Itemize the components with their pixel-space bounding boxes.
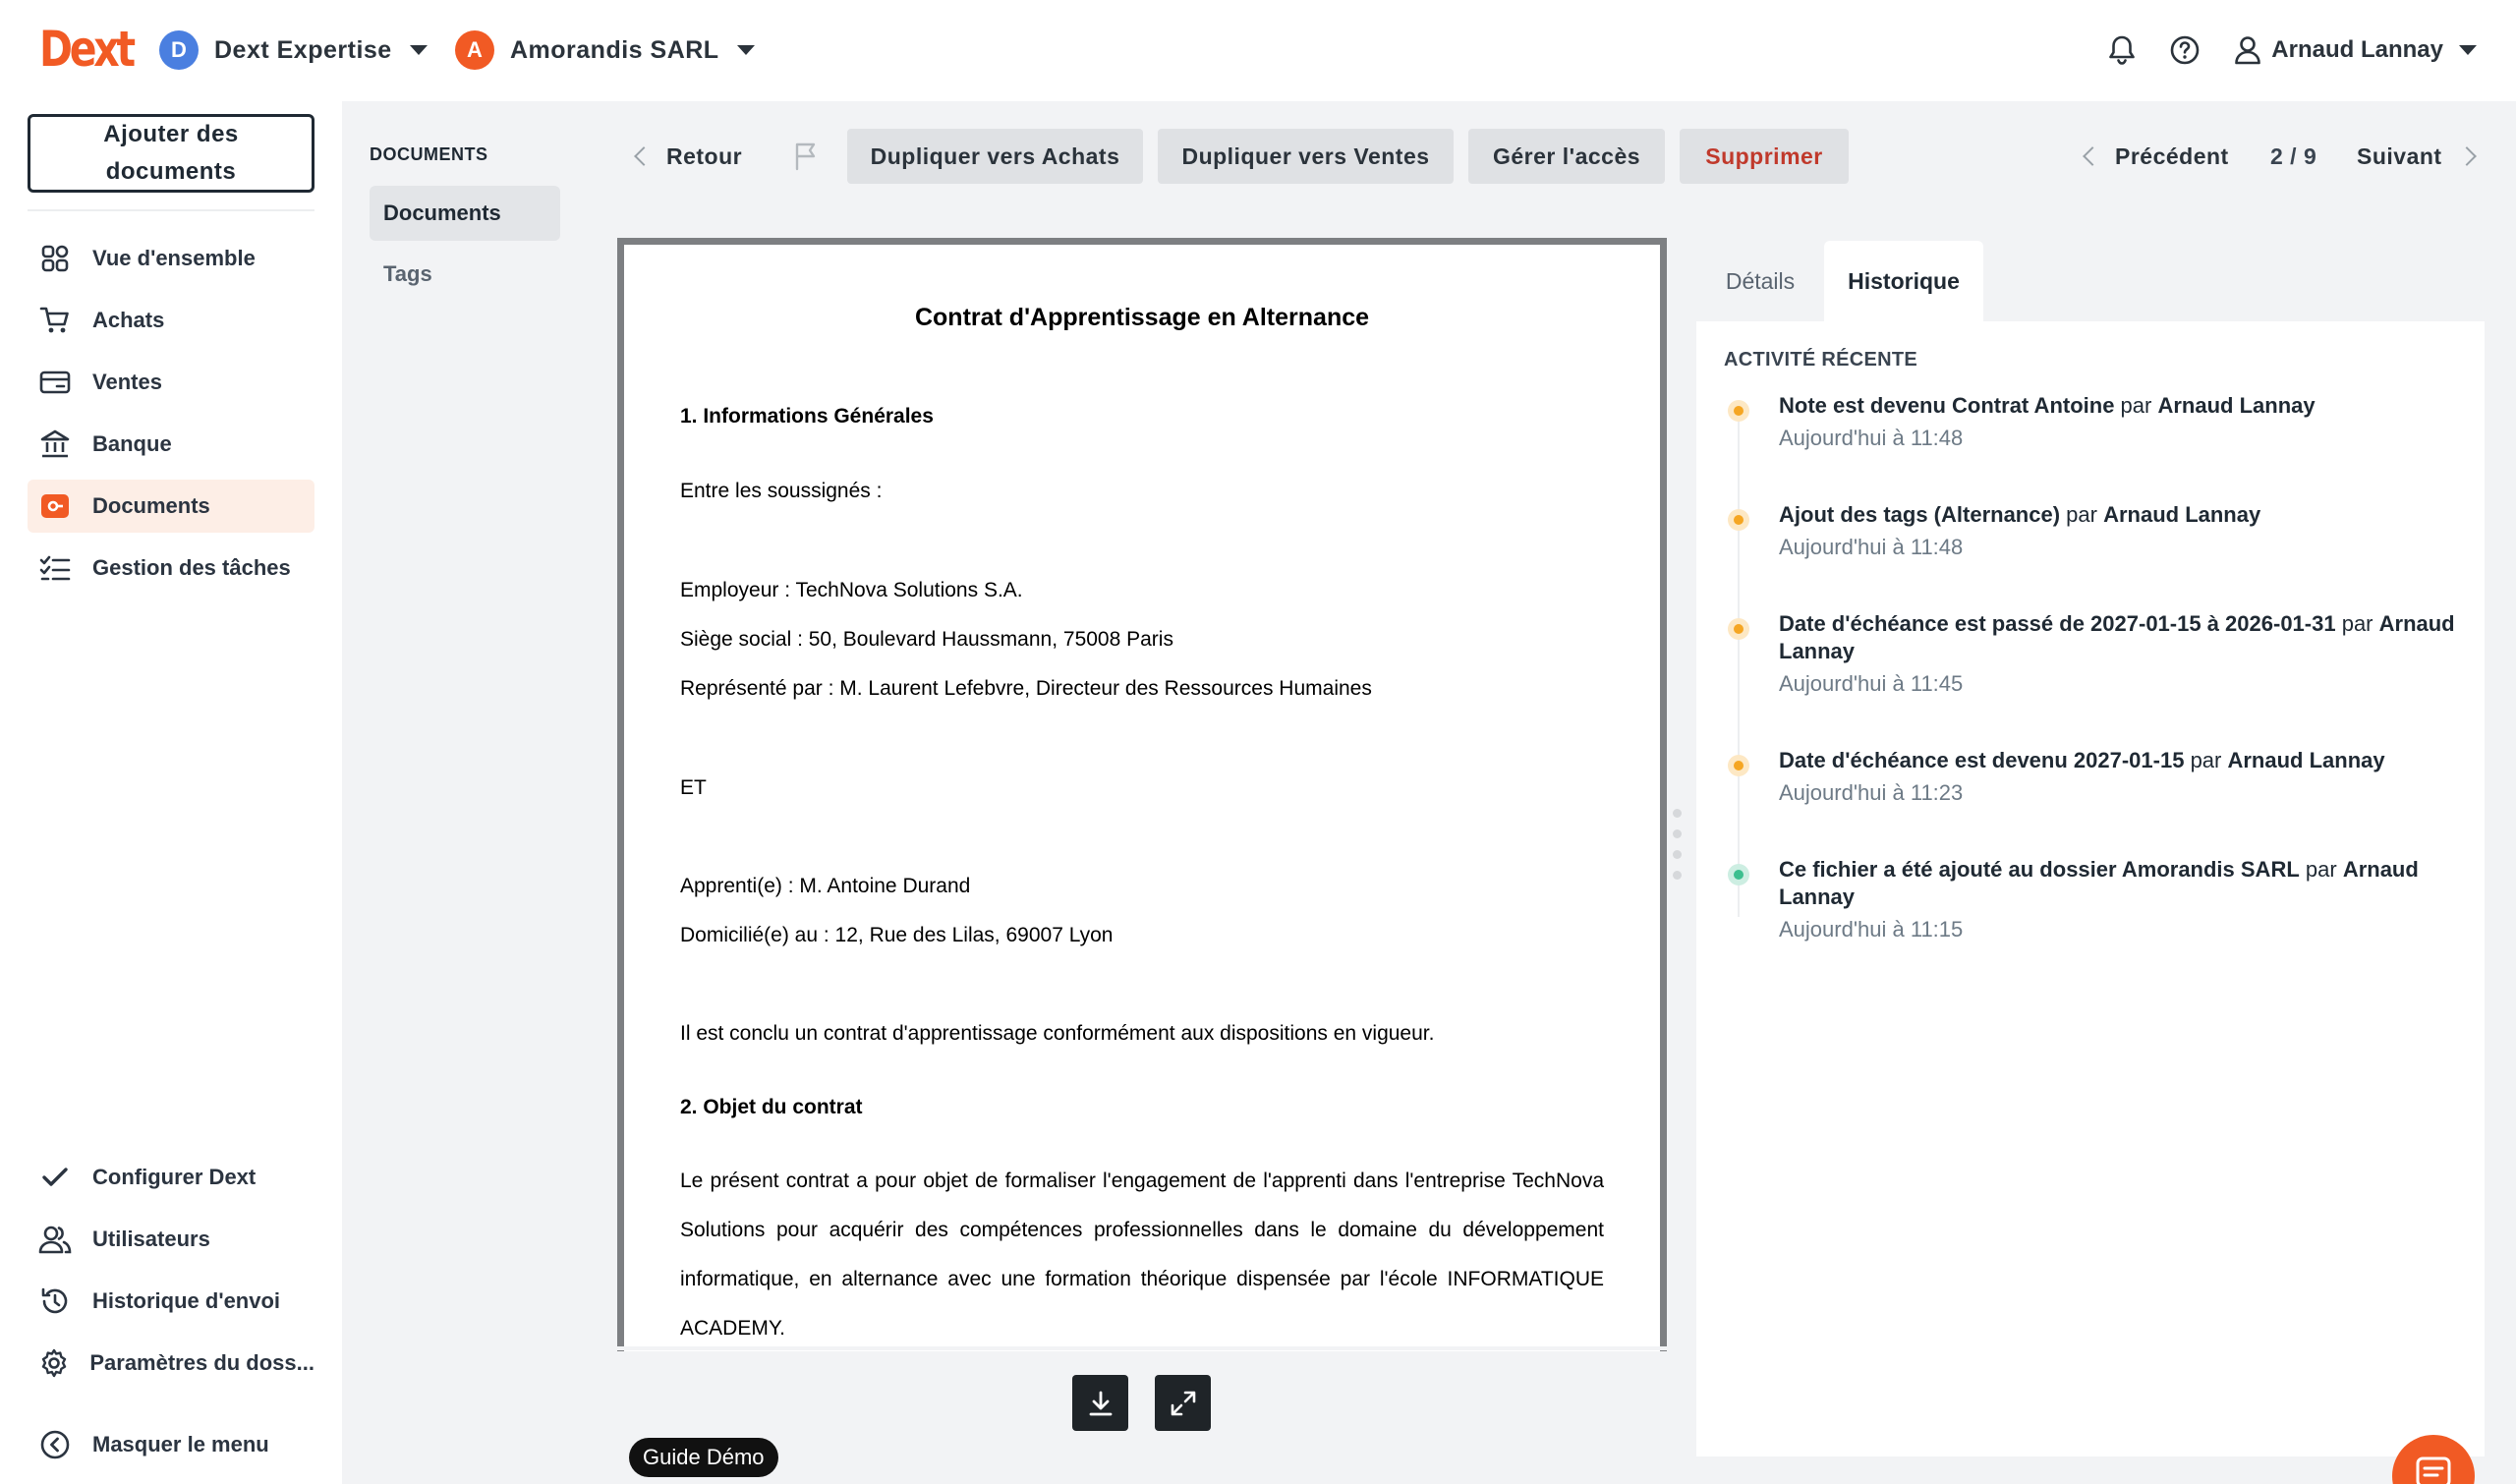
- activity-dot: [1728, 400, 1749, 422]
- client-avatar: A: [455, 30, 494, 70]
- activity-time: Aujourd'hui à 11:48: [1779, 426, 1964, 450]
- back-label: Retour: [666, 143, 743, 169]
- users-icon: [37, 1222, 73, 1257]
- activity-item: [1724, 747, 2471, 806]
- flag-icon: [792, 142, 820, 171]
- document-line: ET: [680, 776, 707, 799]
- activity-dot: [1728, 864, 1749, 885]
- settings-icon: [37, 1345, 70, 1381]
- activity-dot: [1728, 509, 1749, 531]
- document-icon: [37, 488, 73, 524]
- bell-icon[interactable]: [2102, 30, 2142, 70]
- sidebar-item-purchases[interactable]: [28, 294, 314, 347]
- sidebar-item-label: Paramètres du doss...: [89, 1350, 314, 1375]
- top-bar: [0, 0, 2516, 101]
- activity-text: Date d'échéance est passé de 2027-01-15 à 2026-01-31: [1779, 611, 2336, 636]
- sidebar-item-label: Documents: [92, 493, 210, 518]
- document-line: Domicilié(e) au : 12, Rue des Lilas, 69007 Lyon: [680, 924, 1114, 946]
- chevron-down-icon: [410, 45, 428, 55]
- activity-text: Ce fichier a été ajouté au dossier Amorandis SARL: [1779, 857, 2300, 882]
- activity-time: Aujourd'hui à 11:23: [1779, 780, 1964, 805]
- activity-item: [1724, 392, 2471, 451]
- chevron-left-icon: [634, 146, 654, 166]
- dashboard-icon: [37, 241, 73, 276]
- subnav-title: DOCUMENTS: [370, 144, 488, 164]
- document-section-heading: 1. Informations Générales: [680, 405, 934, 428]
- document-viewer[interactable]: [617, 238, 1667, 1351]
- sidebar-item-tasks[interactable]: [28, 542, 314, 595]
- activity-text: Date d'échéance est devenu 2027-01-15: [1779, 748, 2185, 772]
- sidebar-item-label: Historique d'envoi: [92, 1288, 281, 1313]
- sidebar-item-overview[interactable]: [28, 232, 314, 285]
- activity-text: Note est devenu Contrat Antoine: [1779, 393, 2115, 418]
- sidebar-item-label: Utilisateurs: [92, 1227, 210, 1251]
- collapse-menu-label: Masquer le menu: [92, 1432, 269, 1456]
- activity-by: par: [2299, 857, 2343, 882]
- activity-author: Arnaud Lannay: [1779, 611, 2455, 663]
- activity-dot: [1728, 755, 1749, 776]
- help-icon[interactable]: [2165, 30, 2204, 70]
- sidebar-item-label: Ventes: [92, 370, 162, 394]
- chevron-down-icon: [737, 45, 755, 55]
- delete-button[interactable]: Supprimer: [1680, 129, 1849, 184]
- practice-switcher[interactable]: [159, 29, 428, 71]
- next-label: Suivant: [2357, 143, 2442, 169]
- viewer-bottom-edge: [617, 1346, 1667, 1350]
- document-line: Entre les soussignés :: [680, 480, 883, 502]
- flag-button[interactable]: [792, 129, 820, 184]
- dext-logo[interactable]: Dext: [39, 21, 133, 78]
- sidebar-item-label: Banque: [92, 431, 172, 456]
- practice-avatar: D: [159, 30, 199, 70]
- cart-icon: [37, 303, 73, 338]
- chevron-left-icon: [2083, 146, 2102, 166]
- history-icon: [37, 1284, 73, 1319]
- tab-details[interactable]: Détails: [1725, 267, 1796, 294]
- user-icon: [2234, 35, 2261, 65]
- add-documents-button[interactable]: Ajouter des documents: [28, 114, 314, 193]
- document-line: Apprenti(e) : M. Antoine Durand: [680, 875, 971, 897]
- document-line: Il est conclu un contrat d'apprentissage conformément aux dispositions en vigueur.: [680, 1022, 1435, 1045]
- client-switcher[interactable]: [455, 29, 755, 71]
- previous-button[interactable]: [2086, 129, 2229, 184]
- document-line: Employeur : TechNova Solutions S.A.: [680, 579, 1023, 601]
- tab-history[interactable]: Historique: [1824, 241, 1983, 321]
- user-name: Arnaud Lannay: [2271, 36, 2443, 63]
- activity-by: par: [2335, 611, 2379, 636]
- document-line: Siège social : 50, Boulevard Haussmann, 75008 Paris: [680, 628, 1173, 651]
- resize-dot: [1673, 850, 1682, 859]
- sidebar-item-label: Vue d'ensemble: [92, 246, 256, 270]
- activity-author: Arnaud Lannay: [2227, 748, 2385, 772]
- panel-resize-handle[interactable]: [1673, 809, 1683, 891]
- sidebar-item-label: Configurer Dext: [92, 1165, 257, 1189]
- document-section-heading: 2. Objet du contrat: [680, 1096, 863, 1118]
- manage-access-button[interactable]: Gérer l'accès: [1468, 129, 1665, 184]
- recent-activity-title: ACTIVITÉ RÉCENTE: [1724, 349, 1918, 371]
- main-content: [588, 101, 2516, 1484]
- top-actions: [2079, 29, 2477, 71]
- chevron-right-icon: [2457, 146, 2477, 166]
- document-paragraph: Le présent contrat a pour objet de formaliser l'engagement de l'apprenti dans l'entreprise TechNova Solutions pour acquérir des compétences professionnelles dans le domaine du développement informatique, en alternance avec une formation théorique dispensée par l'école INFORMATIQUE ACADEMY.: [680, 1170, 1604, 1340]
- sidebar-item-folder-settings[interactable]: [28, 1337, 314, 1390]
- duplicate-to-purchases-button[interactable]: Dupliquer vers Achats: [847, 129, 1143, 184]
- fullscreen-button[interactable]: [1155, 1375, 1211, 1431]
- activity-item: [1724, 501, 2471, 560]
- client-name: Amorandis SARL: [510, 35, 719, 64]
- back-button[interactable]: [637, 129, 742, 184]
- document-title: Contrat d'Apprentissage en Alternance: [914, 304, 1370, 331]
- next-button[interactable]: [2357, 129, 2474, 184]
- tasks-icon: [37, 550, 73, 586]
- document-line: Représenté par : M. Laurent Lefebvre, Directeur des Ressources Humaines: [680, 677, 1372, 700]
- pagination-position: 2 / 9: [2270, 143, 2317, 169]
- activity-text: Ajout des tags (Alternance): [1779, 502, 2061, 527]
- resize-dot: [1673, 809, 1682, 818]
- activity-author: Arnaud Lannay: [2157, 393, 2316, 418]
- sidebar-item-users[interactable]: [28, 1213, 314, 1266]
- documents-subnav: [342, 101, 588, 1484]
- divider: [28, 209, 314, 211]
- sidebar-item-label: Gestion des tâches: [92, 555, 291, 580]
- activity-time: Aujourd'hui à 11:48: [1779, 535, 1964, 559]
- activity-time: Aujourd'hui à 11:15: [1779, 917, 1964, 942]
- duplicate-to-sales-button[interactable]: Dupliquer vers Ventes: [1158, 129, 1454, 184]
- chevron-down-icon: [2459, 45, 2477, 55]
- resize-dot: [1673, 829, 1682, 838]
- chat-icon: [2414, 1456, 2453, 1484]
- activity-author: Arnaud Lannay: [1779, 857, 2419, 909]
- history-panel: [1696, 321, 2485, 1456]
- activity-time: Aujourd'hui à 11:45: [1779, 671, 1964, 696]
- activity-item: [1724, 856, 2471, 942]
- sidebar-item-upload-history[interactable]: [28, 1275, 314, 1328]
- download-icon: [1086, 1389, 1115, 1418]
- guide-demo-badge[interactable]: Guide Démo: [629, 1438, 778, 1477]
- card-icon: [37, 365, 73, 400]
- activity-by: par: [2184, 748, 2228, 772]
- resize-dot: [1673, 871, 1682, 880]
- sidebar-item-bank[interactable]: [28, 418, 314, 471]
- sidebar-item-documents[interactable]: [28, 480, 314, 533]
- previous-label: Précédent: [2115, 143, 2229, 169]
- bank-icon: [37, 427, 73, 462]
- activity-author: Arnaud Lannay: [2103, 502, 2261, 527]
- download-button[interactable]: [1072, 1375, 1128, 1431]
- sidebar-item-label: Achats: [92, 308, 165, 332]
- sidebar-item-sales[interactable]: [28, 356, 314, 409]
- sidebar: [0, 101, 342, 1484]
- practice-name: Dext Expertise: [214, 35, 392, 64]
- subnav-item-documents[interactable]: Documents: [370, 186, 560, 241]
- activity-by: par: [2114, 393, 2158, 418]
- document-toolbar: [588, 129, 2516, 184]
- activity-item: [1724, 610, 2471, 697]
- collapse-menu-button[interactable]: [28, 1418, 314, 1471]
- expand-icon: [1169, 1389, 1198, 1418]
- user-menu[interactable]: [2234, 35, 2477, 65]
- activity-dot: [1728, 618, 1749, 640]
- subnav-item-tags[interactable]: Tags: [383, 261, 432, 286]
- sidebar-item-setup[interactable]: [28, 1151, 314, 1204]
- activity-by: par: [2060, 502, 2104, 527]
- chevron-left-circle-icon: [37, 1427, 73, 1462]
- check-icon: [37, 1160, 73, 1195]
